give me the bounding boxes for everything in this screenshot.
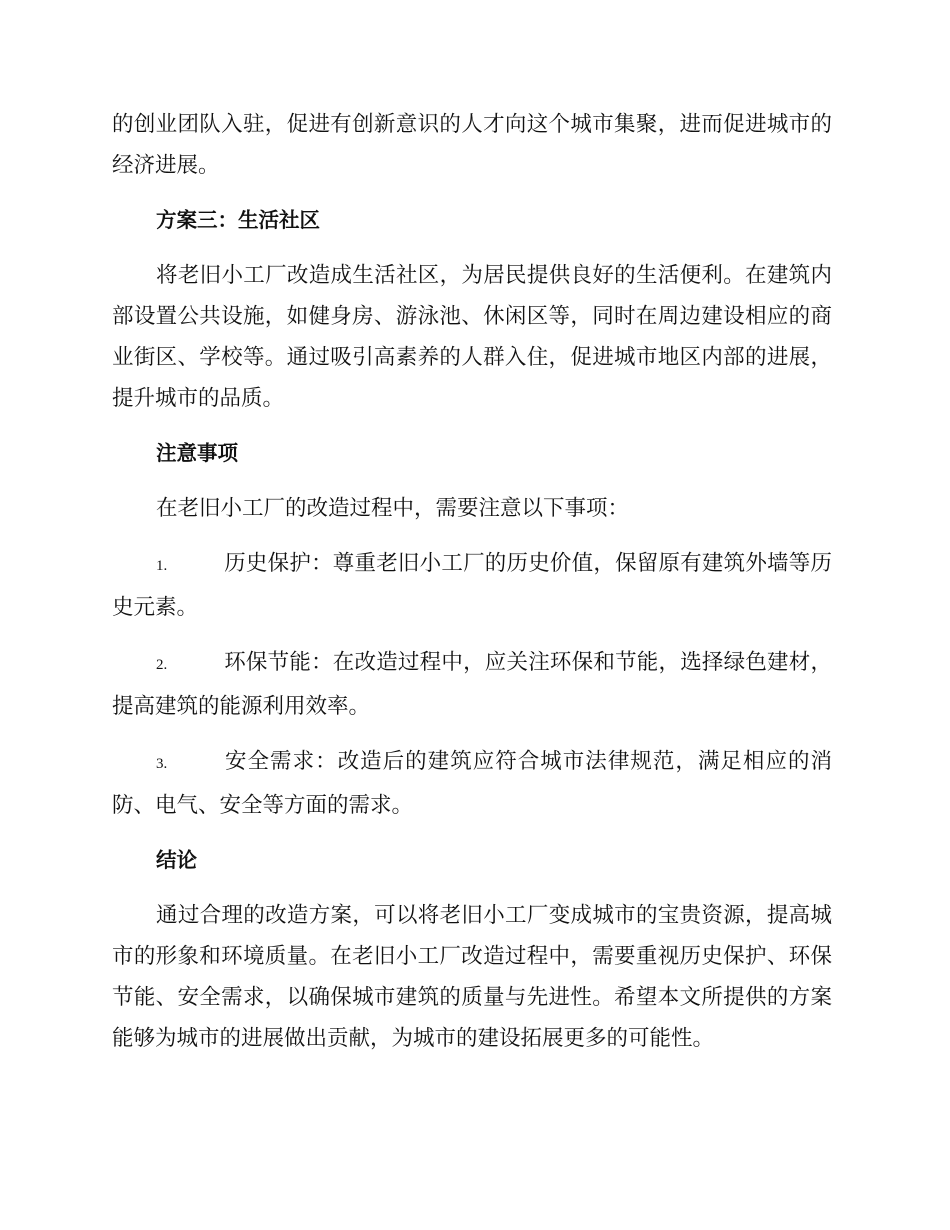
list-item-number: 1. [156, 558, 168, 574]
conclusion-heading: 结论 [156, 848, 197, 872]
intro-continuation-paragraph: 的创业团队入驻，促进有创新意识的人才向这个城市集聚，进而促进城市的经济进展。 [112, 112, 832, 178]
list-item-text: 安全需求：改造后的建筑应符合城市法律规范，满足相应的消防、电气、安全等方面的需求。 [112, 749, 832, 818]
list-item-number: 3. [156, 756, 168, 772]
plan3-heading: 方案三：生活社区 [156, 208, 320, 232]
notes-heading: 注意事项 [156, 441, 238, 465]
list-item-number: 2. [156, 657, 168, 673]
plan3-paragraph: 将老旧小工厂改造成生活社区，为居民提供良好的生活便利。在建筑内部设置公共设施，如健身房、游泳池、休闲区等，同时在周边建设相应的商业街区、学校等。通过吸引高素养的人群入住，促进城市地区内部的进展，提升城市的品质。 [112, 263, 832, 411]
list-item [112, 543, 832, 628]
list-item [112, 741, 832, 826]
conclusion-paragraph: 通过合理的改造方案，可以将老旧小工厂变成城市的宝贵资源，提高城市的形象和环境质量。在老旧小工厂改造过程中，需要重视历史保护、环保节能、安全需求，以确保城市建筑的质量与先进性。希望本文所提供的方案能够为城市的进展做出贡献，为城市的建设拓展更多的可能性。 [112, 903, 832, 1051]
list-item-text: 环保节能：在改造过程中，应关注环保和节能，选择绿色建材，提高建筑的能源利用效率。 [112, 650, 832, 719]
notes-intro-paragraph: 在老旧小工厂的改造过程中，需要注意以下事项： [156, 496, 630, 521]
list-item [112, 642, 832, 727]
document-page [112, 104, 832, 1073]
list-item-text: 历史保护：尊重老旧小工厂的历史价值，保留原有建筑外墙等历史元素。 [112, 551, 832, 620]
